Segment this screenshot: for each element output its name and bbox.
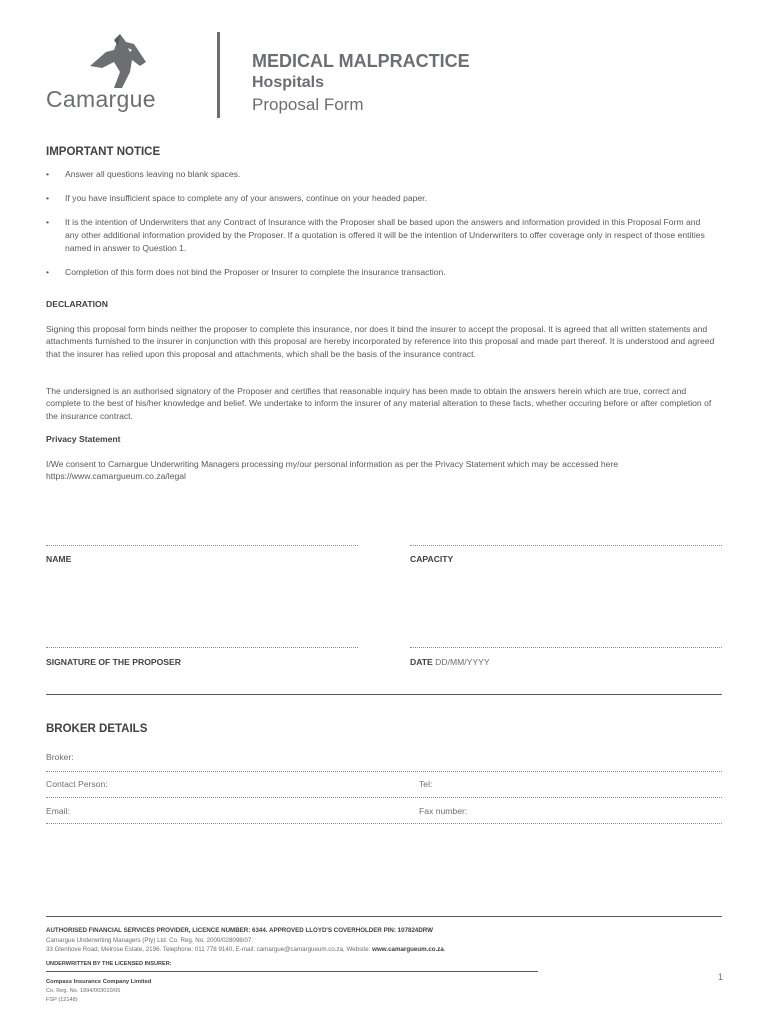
declaration-heading: DECLARATION: [46, 299, 108, 309]
broker-details-heading: BROKER DETAILS: [46, 723, 148, 735]
logo-wordmark: Camargue: [46, 86, 156, 112]
privacy-heading: Privacy Statement: [46, 434, 121, 444]
footer-divider: [46, 916, 722, 917]
list-item: • It is the intention of Underwriters that any Contract of Insurance with the Proposer shall be based upon the answers and information provided in this Proposal Form and any other additional information provided by the Proposer. If a quotation is offered it will be the intention of Underwriters to offer coverage only in respect of those entities named in answer to Question 1.: [46, 216, 716, 255]
contact-person-label: Contact Person:: [46, 779, 108, 789]
name-label: NAME: [46, 554, 72, 564]
form-title: MEDICAL MALPRACTICE: [252, 51, 470, 71]
header-divider: [217, 32, 220, 118]
capacity-label: CAPACITY: [410, 554, 454, 564]
declaration-paragraph-2: The undersigned is an authorised signatory of the Proposer and certifies that reasonable inquiry has been made to obtain the answers herein which are true, correct and complete to the best of his/her knowledge and belief. We undertake to inform the insurer of any material alteration to these facts, whether occuring before or after completion of the insurance contract.: [46, 386, 712, 421]
form-subtitle: Hospitals: [252, 74, 325, 91]
contact-tel-input-line[interactable]: [46, 797, 722, 798]
privacy-text: I/We consent to Camargue Underwriting Managers processing my/our personal information as per the Privacy Statement which may be accessed here https://www.camargueum.co.za/legal: [46, 459, 619, 482]
notice-list: [46, 168, 716, 290]
capacity-input-line[interactable]: [410, 545, 722, 546]
list-item: • Answer all questions leaving no blank spaces.: [46, 168, 716, 181]
insurer-name: Compass Insurance Company Limited: [46, 979, 152, 985]
website-link[interactable]: www.camargueum.co.za: [372, 946, 444, 953]
insurer-registration: Co. Reg. No. 1994/003010/06: [46, 988, 121, 994]
date-label: [410, 657, 490, 667]
date-input-line[interactable]: [410, 647, 722, 648]
page-number: 1: [718, 972, 724, 982]
section-divider: [46, 694, 722, 695]
date-format-hint: DD/MM/YYYY: [435, 657, 490, 667]
underwritten-heading: UNDERWRITTEN BY THE LICENSED INSURER:: [46, 961, 172, 967]
email-label: Email:: [46, 806, 70, 816]
important-notice-heading: IMPORTANT NOTICE: [46, 146, 161, 158]
company-registration: Camargue Underwriting Managers (Pty) Ltd. Co. Reg. No. 2000/028098/07.: [46, 937, 254, 944]
list-item: • Completion of this form does not bind the Proposer or Insurer to complete the insurance transaction.: [46, 266, 716, 279]
date-label-text: DATE: [410, 657, 433, 667]
broker-label: Broker:: [46, 752, 74, 762]
broker-input-line[interactable]: [46, 771, 722, 772]
name-input-line[interactable]: [46, 545, 358, 546]
insurer-fsp: FSP (12148): [46, 997, 78, 1003]
declaration-paragraph-1: Signing this proposal form binds neither the proposer to complete this insurance, nor does it bind the insurer to accept the proposal. It is agreed that all written statements and attachments furnished to the insurer in conjunction with this proposal are hereby incorporated by reference into this proposal and made part thereof. It is understood and agreed that the insurer has relied upon this proposal and attachments, which shall be the basis of the insurance contract.: [46, 324, 715, 359]
signature-label: SIGNATURE OF THE PROPOSER: [46, 657, 181, 667]
list-item: • If you have insufficient space to complete any of your answers, continue on your headed paper.: [46, 192, 716, 205]
licence-statement: AUTHORISED FINANCIAL SERVICES PROVIDER, LICENCE NUMBER: 6344. APPROVED LLOYD'S COVERHOLDER PIN: 107824DRW: [46, 927, 433, 934]
signature-input-line[interactable]: [46, 647, 358, 648]
insurer-divider: [46, 971, 538, 972]
company-address: [46, 946, 446, 953]
form-type: Proposal Form: [252, 95, 364, 114]
email-fax-input-line[interactable]: [46, 823, 722, 824]
address-end: .: [443, 946, 446, 953]
address-text: 33 Glenhove Road, Melrose Estate, 2196. Telephone: 011 778 9140, E-mail: camargue@camargueum.co.za, Website:: [46, 946, 373, 953]
fax-label: Fax number:: [419, 806, 468, 816]
tel-label: Tel:: [419, 779, 433, 789]
camargue-horse-logo-icon: [84, 32, 148, 90]
